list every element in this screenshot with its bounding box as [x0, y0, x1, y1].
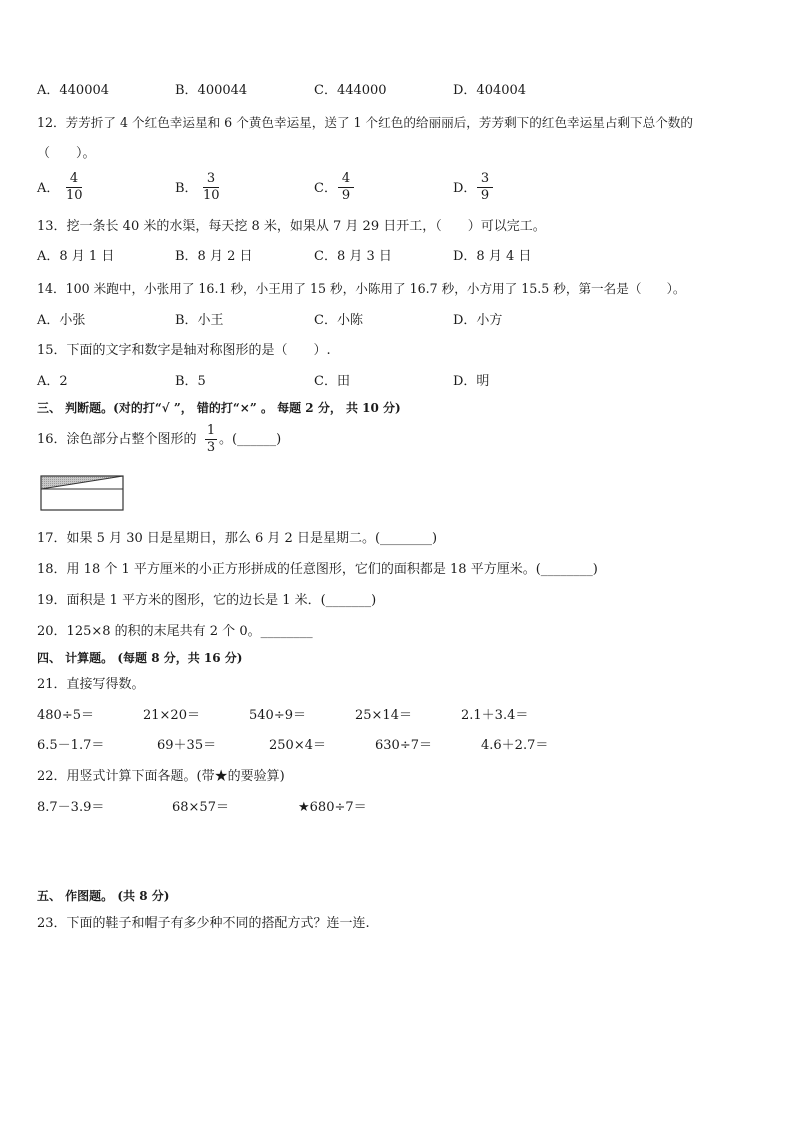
q15-option-d: D．明 — [453, 374, 490, 389]
q21-item: 21×20＝ — [143, 708, 200, 723]
q12-option-d-label: D． — [453, 181, 477, 196]
numerator: 4 — [69, 171, 79, 186]
q16-stem: 16．涂色部分占整个图形的 — [37, 432, 197, 447]
q11-option-d: D．404004 — [453, 83, 527, 98]
q11-option-b: B．400044 — [175, 83, 248, 98]
denominator: 9 — [341, 188, 351, 203]
q12-option-a-fraction — [66, 172, 82, 203]
q14-option-d: D．小方 — [453, 313, 503, 328]
q21-item: 2.1＋3.4＝ — [461, 708, 529, 723]
q21-item: 480÷5＝ — [37, 708, 94, 723]
q21-item: 69＋35＝ — [157, 738, 217, 753]
numerator: 3 — [480, 171, 490, 186]
q15-option-b: B．5 — [175, 374, 206, 389]
q12-option-a-label: A． — [37, 181, 60, 196]
q21-item: 6.5－1.7＝ — [37, 738, 105, 753]
q14-option-c: C．小陈 — [314, 313, 363, 328]
denominator: 10 — [203, 188, 220, 203]
q14-stem: 14．100 米跑中，小张用了 16.1 秒，小王用了 15 秒，小陈用了 16.7 秒，小方用了 15.5 秒，第一名是（ ）。 — [37, 281, 686, 296]
q22-stem: 22．用竖式计算下面各题。(带★的要验算) — [37, 769, 285, 784]
q13-option-a: A．8 月 1 日 — [37, 249, 115, 264]
q13-option-d: D．8 月 4 日 — [453, 249, 532, 264]
q12-option-b-fraction — [203, 172, 219, 203]
q14-option-b: B．小王 — [175, 313, 224, 328]
q17-stem: 17．如果 5 月 30 日是星期日，那么 6 月 2 日是星期二。(________) — [37, 531, 438, 546]
q22-item: 8.7－3.9＝ — [37, 800, 105, 815]
q20-stem: 20．125×8 的积的末尾共有 2 个 0。________ — [37, 624, 313, 639]
q13-option-b: B．8 月 2 日 — [175, 249, 253, 264]
q15-option-a: A．2 — [37, 374, 68, 389]
q22-item: ★680÷7＝ — [298, 800, 367, 815]
q21-item: 540÷9＝ — [249, 708, 306, 723]
q13-stem: 13．挖一条长 40 米的水渠，每天挖 8 米，如果从 7 月 29 日开工，（ ）可以完工。 — [37, 219, 546, 234]
section-4-title: 四、 计算题。 (每题 8 分，共 16 分) — [37, 651, 243, 665]
q21-item: 250×4＝ — [269, 738, 326, 753]
q16-fraction — [205, 424, 217, 455]
q12-option-c-label: C． — [314, 181, 337, 196]
q16-answer-blank[interactable]: 。(______) — [219, 432, 282, 447]
q19-stem: 19．面积是 1 平方米的图形，它的边长是 1 米．(_______) — [37, 593, 377, 608]
q16-shaded-rectangle-figure — [40, 475, 124, 511]
q21-item: 4.6＋2.7＝ — [481, 738, 549, 753]
q12-option-c-fraction — [338, 172, 354, 203]
numerator: 1 — [206, 423, 216, 438]
q12-option-b-label: B． — [175, 181, 198, 196]
q21-item: 630÷7＝ — [375, 738, 432, 753]
denominator: 10 — [66, 188, 83, 203]
q13-option-c: C．8 月 3 日 — [314, 249, 392, 264]
denominator: 9 — [480, 188, 490, 203]
q15-option-c: C．田 — [314, 374, 350, 389]
numerator: 3 — [206, 171, 216, 186]
q12-stem: 12．芳芳折了 4 个红色幸运星和 6 个黄色幸运星，送了 1 个红色的给丽丽后，芳芳剩下的红色幸运星占剩下总个数的 — [37, 115, 693, 130]
q23-stem: 23．下面的鞋子和帽子有多少种不同的搭配方式？连一连. — [37, 916, 370, 931]
section-3-title: 三、 判断题。(对的打“√ ”， 错的打“×” 。 每题 2 分， 共 10 分) — [37, 401, 401, 415]
q11-option-c: C．444000 — [314, 83, 387, 98]
section-5-title: 五、 作图题。 (共 8 分) — [37, 889, 170, 903]
q22-item: 68×57＝ — [172, 800, 229, 815]
q12-paren: （ ）。 — [37, 146, 96, 161]
q15-stem: 15．下面的文字和数字是轴对称图形的是（ ）. — [37, 343, 331, 358]
numerator: 4 — [341, 171, 351, 186]
q11-option-a: A．440004 — [37, 83, 110, 98]
denominator: 3 — [206, 440, 216, 455]
q21-stem: 21．直接写得数。 — [37, 677, 145, 692]
q14-option-a: A．小张 — [37, 313, 86, 328]
q18-stem: 18．用 18 个 1 平方厘米的小正方形拼成的任意图形，它们的面积都是 18 平方厘米。(________) — [37, 562, 598, 577]
q12-option-d-fraction — [477, 172, 493, 203]
q21-item: 25×14＝ — [355, 708, 412, 723]
